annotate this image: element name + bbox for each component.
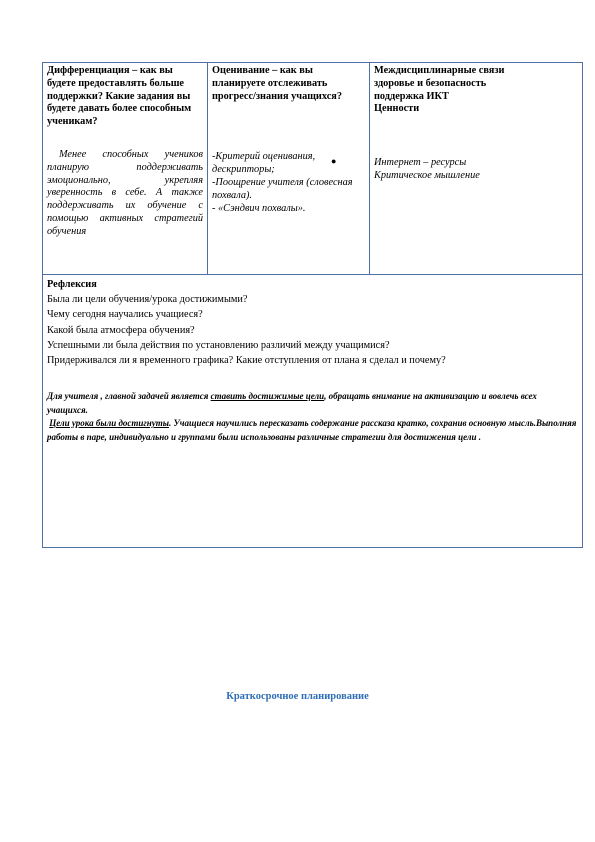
assessment-heading: Оценивание – как вы планируете отслеживать прогресс/знания учащихся?: [212, 65, 343, 102]
cross-curricular-line: Критическое мышление: [374, 169, 480, 181]
teacher-note-underlined: ставить достижимые цели: [210, 391, 325, 402]
reflection-question: Придерживался ли я временного графика? Какие отступления от плана я сделал и почему?: [47, 355, 446, 367]
assessment-line: -Критерий оценивания, дескрипторы;: [212, 151, 316, 176]
bullet-dot-icon: ●: [331, 156, 337, 166]
cross-curricular-heading-line: поддержка ИКТ: [374, 90, 449, 102]
lesson-outcome-text: . Учащиеся научились пересказать содержание рассказа кратко, сохранив основную мысль.Выполняя работы в паре, индивидуально и группами были использованы различные стратегии для достижения цели .: [47, 418, 577, 442]
reflection-question: Какой была атмосфера обучения?: [47, 324, 195, 336]
assessment-line: - «Сэндвич похвалы».: [212, 202, 306, 214]
reflection-question: Успешными ли была действия по установлению различий между учащимися?: [47, 339, 390, 351]
assessment-cell: [208, 63, 370, 275]
differentiation-heading: Дифференциация – как вы будете предоставлять больше поддержки? Какие задания вы будете давать более способным ученикам?: [47, 65, 192, 128]
cross-curricular-heading-line: Ценности: [374, 103, 420, 115]
differentiation-text: Менее способных учеников планирую поддерживать эмоционально, укрепляя уверенность в себе. А также поддерживать их обучение с помощью активных стратегий обучения: [47, 148, 203, 237]
reflection-question: Была ли цели обучения/урока достижимыми?: [47, 294, 248, 306]
lesson-outcome-note: [47, 417, 578, 444]
lesson-outcome-underlined: Цели урока были достигнуты: [49, 418, 169, 429]
differentiation-cell: [43, 63, 208, 275]
assessment-line: -Поощрение учителя (словесная похвала).: [212, 176, 353, 201]
short-term-planning-title: Краткосрочное планирование: [226, 691, 369, 702]
cross-curricular-line: Интернет – ресурсы: [374, 157, 467, 169]
reflection-question: Чему сегодня научались учащиеся?: [47, 309, 203, 321]
cross-curricular-cell: [370, 63, 583, 275]
teacher-note-text: Для учителя , главной задачей является: [47, 391, 211, 402]
teacher-note: [47, 390, 578, 417]
cross-curricular-heading-line: Междисциплинарные связи: [374, 65, 505, 76]
planning-table: [42, 62, 583, 548]
teacher-note-text: , обращать внимание на активизацию и вовлечь всех учащихся.: [47, 391, 537, 415]
reflection-cell: [43, 275, 583, 548]
reflection-title: Рефлексия: [47, 279, 97, 290]
cross-curricular-heading-line: здоровье и безопасность: [374, 77, 487, 89]
